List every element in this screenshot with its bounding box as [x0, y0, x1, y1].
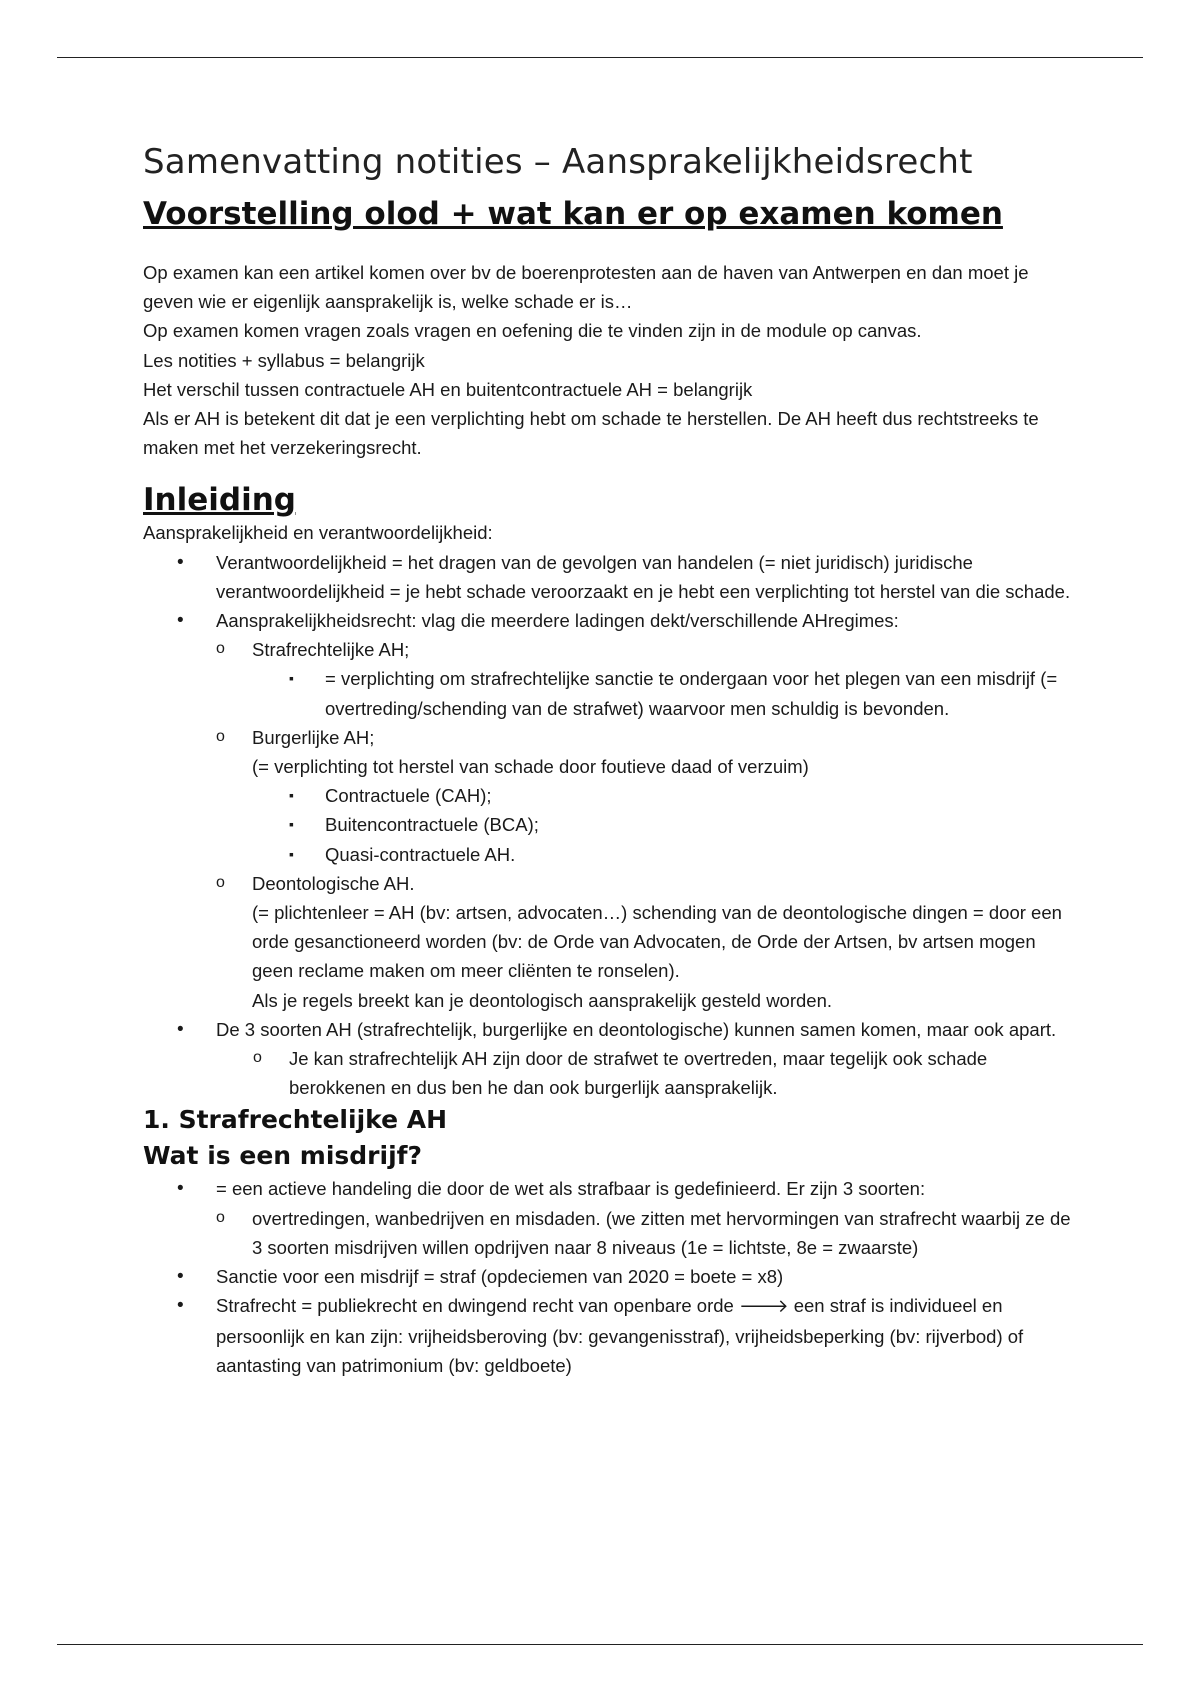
- list-item-note: (= verplichting tot herstel van schade door foutieve daad of verzuim): [252, 756, 809, 778]
- list-item-text: een straf is individueel en persoonlijk en kan zijn: vrijheidsberoving (bv: gevangenisstraf), vrijheidsbeperking (bv: rijverbod) of aantasting van patrimonium (bv: geldboete): [216, 1295, 1024, 1376]
- list-item: o overtredingen, wanbedrijven en misdaden. (we zitten met hervormingen van strafrecht waarbij ze de 3 soorten misdrijven willen opdrijven naar 8 niveaus (1e = lichtste, 8e = zwaarste): [216, 1204, 1073, 1262]
- list-item: [143, 606, 1073, 1015]
- document-title: Samenvatting notities – Aansprakelijkheidsrecht: [143, 142, 973, 182]
- paragraph: Les notities + syllabus = belangrijk: [143, 349, 425, 371]
- section-heading-voorstelling: Voorstelling olod + wat kan er op examen komen: [143, 196, 1003, 232]
- paragraph: Als er AH is betekent dit dat je een verplichting hebt om schade te herstellen. De AH heeft dus rechtstreeks te maken met het verzekeringsrecht.: [143, 408, 1039, 459]
- list-item-text: Strafrecht = publiekrecht en dwingend recht van openbare orde: [216, 1295, 734, 1317]
- list-item: [143, 1291, 1073, 1380]
- paragraph: Op examen komen vragen zoals vragen en oefening die te vinden zijn in de module op canvas.: [143, 320, 922, 342]
- arrow-right-icon: 🡒: [738, 1296, 789, 1318]
- list-item-deontologisch: [216, 869, 1073, 1015]
- subheading-misdrijf: Wat is een misdrijf?: [143, 1141, 423, 1171]
- list-item: o Je kan strafrechtelijk AH zijn door de strafwet te overtreden, maar tegelijk ook schade berokkenen en dus ben he dan ook burgerlijk aansprakelijk.: [216, 1044, 1073, 1102]
- ah-types-list: [216, 635, 1073, 1015]
- list-item-label: Deontologische AH.: [252, 872, 415, 894]
- misdrijf-list: [143, 1174, 1073, 1379]
- inleiding-list: [143, 548, 1073, 1103]
- section-heading-inleiding: Inleiding: [143, 482, 296, 519]
- paragraph: Het verschil tussen contractuele AH en buitentcontractuele AH = belangrijk: [143, 378, 753, 400]
- list-item-strafrechtelijk: [216, 635, 1073, 723]
- document-body: [143, 142, 1073, 1380]
- combined-ah-list: [216, 1044, 1073, 1102]
- list-item: ▪ Buitencontractuele (BCA);: [252, 810, 1073, 839]
- misdrijf-types-list: [216, 1204, 1073, 1262]
- burger-types-list: [252, 781, 1073, 869]
- list-item-text: De 3 soorten AH (strafrechtelijk, burgerlijke en deontologische) kunnen samen komen, maar ook apart.: [216, 1018, 1057, 1040]
- list-item-label: Burgerlijke AH;: [252, 726, 375, 748]
- list-item: [143, 1174, 1073, 1262]
- inleiding-intro: Aansprakelijkheid en verantwoordelijkheid:: [143, 522, 493, 544]
- footer-rule: [57, 1644, 1143, 1645]
- list-item-text: = een actieve handeling die door de wet als strafbaar is gedefinieerd. Er zijn 3 soorten:: [216, 1178, 926, 1200]
- section-heading-strafrecht: 1. Strafrechtelijke AH: [143, 1105, 448, 1135]
- list-item: • Verantwoordelijkheid = het dragen van de gevolgen van handelen (= niet juridisch) juridische verantwoordelijkheid = je hebt schade veroorzaakt en je hebt een verplichting tot herstel van die schade.: [143, 548, 1073, 606]
- header-rule: [57, 57, 1143, 58]
- list-item-burgerlijk: [216, 723, 1073, 869]
- list-item: ▪ = verplichting om strafrechtelijke sanctie te ondergaan voor het plegen van een misdrijf (= overtreding/schending van de strafwet) waarvoor men schuldig is bevonden.: [252, 664, 1073, 722]
- list-item: ▪ Quasi-contractuele AH.: [252, 840, 1073, 869]
- list-item: [143, 1015, 1073, 1103]
- list-item-note: (= plichtenleer = AH (bv: artsen, advocaten…) schending van de deontologische dingen = door een orde gesanctioneerd worden (bv: de Orde van Advocaten, de Orde der Artsen, bv artsen mogen geen reclame maken om meer cliënten te ronselen).: [252, 902, 1062, 982]
- paragraph: Op examen kan een artikel komen over bv de boerenprotesten aan de haven van Antwerpen en dan moet je geven wie er eigenlijk aansprakelijk is, welke schade er is…: [143, 262, 1029, 313]
- list-item-note: Als je regels breekt kan je deontologisch aansprakelijk gesteld worden.: [252, 989, 833, 1011]
- list-item-text: Aansprakelijkheidsrecht: vlag die meerdere ladingen dekt/verschillende AHregimes:: [216, 610, 899, 632]
- section-voorstelling-text: [143, 258, 1073, 462]
- list-item-label: Strafrechtelijke AH;: [252, 639, 410, 661]
- list-item: • Sanctie voor een misdrijf = straf (opdeciemen van 2020 = boete = x8): [143, 1262, 1073, 1291]
- straf-detail-list: [252, 664, 1073, 722]
- list-item: ▪ Contractuele (CAH);: [252, 781, 1073, 810]
